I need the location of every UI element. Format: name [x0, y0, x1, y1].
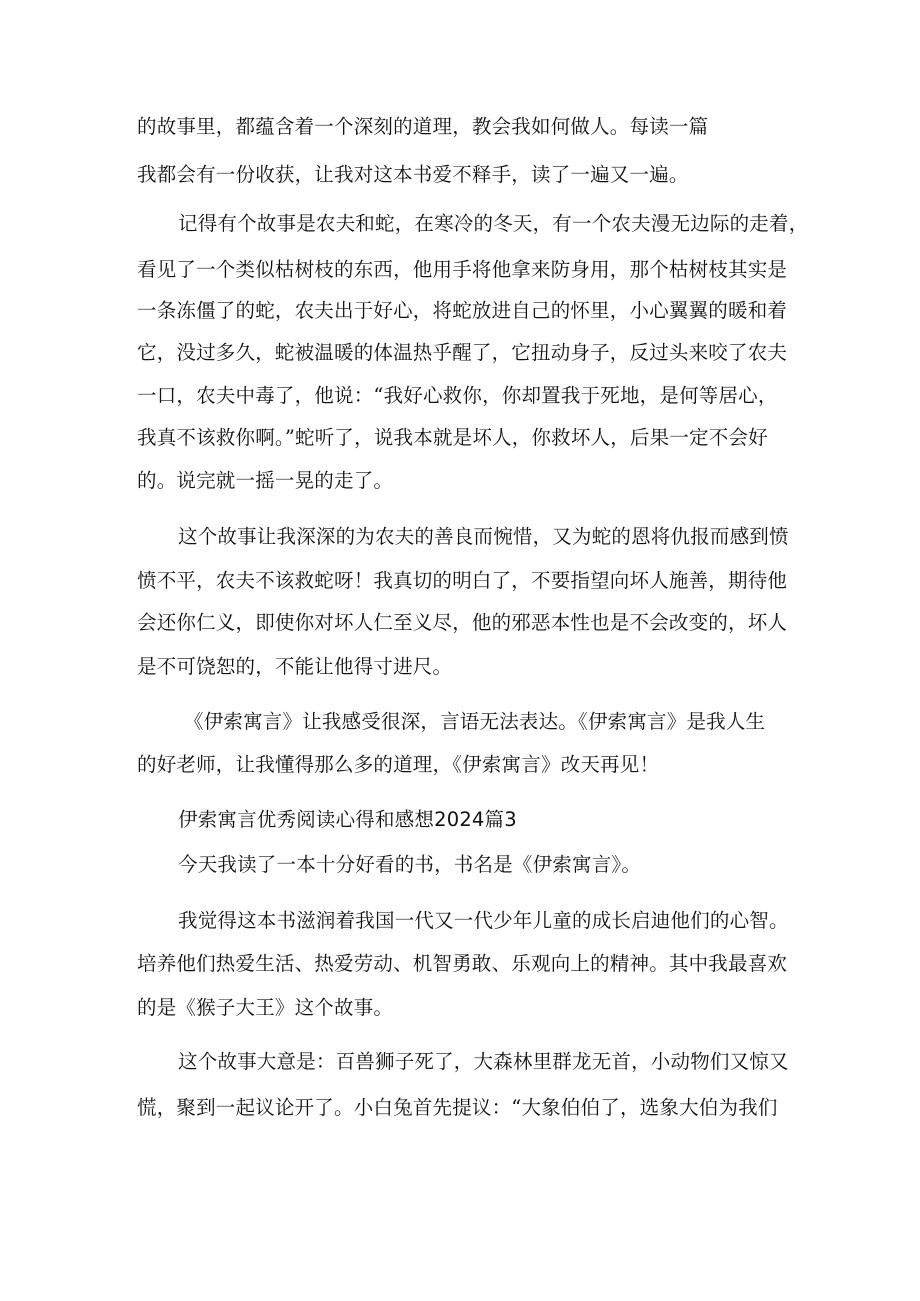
text-line: 的。说完就一摇一晃的走了。 — [137, 469, 394, 492]
text-line: 今天我读了一本十分好看的书，书名是《伊索寓言》。 — [178, 853, 642, 876]
text-line: 慌，聚到一起议论开了。小白兔首先提议：“大象伯伯了，选象大伯为我们 — [137, 1096, 778, 1119]
text-line: 培养他们热爱生活、热爱劳动、机智勇敢、乐观向上的精神。其中我最喜欢 — [137, 952, 788, 975]
text-line: 我都会有一份收获，让我对这本书爱不释手，读了一遍又一遍。 — [137, 163, 689, 186]
text-line: 《伊索寓言》让我感受很深，言语无法表达。《伊索寓言》是我人生 — [184, 710, 766, 733]
text-line: 的故事里，都蕴含着一个深刻的道理，教会我如何做人。每读一篇 — [137, 115, 709, 138]
text-line: 我觉得这本书滋润着我国一代又一代少年儿童的成长启迪他们的心智。 — [178, 909, 789, 932]
text-line: 的好老师，让我懂得那么多的道理，《伊索寓言》改天再见！ — [137, 753, 660, 776]
text-line: 这个故事大意是：百兽狮子死了，大森林里群龙无首，小动物们又惊又 — [178, 1050, 789, 1073]
text-line: 记得有个故事是农夫和蛇，在寒冷的冬天，有一个农夫漫无边际的走着， — [178, 212, 809, 235]
section-heading: 伊索寓言优秀阅读心得和感想2024篇3 — [178, 808, 517, 831]
text-line: 它，没过多久，蛇被温暖的体温热乎醒了，它扭动身子，反过头来咬了农夫 — [137, 341, 788, 364]
text-line: 一条冻僵了的蛇，农夫出于好心，将蛇放进自己的怀里，小心翼翼的暖和着 — [137, 299, 788, 322]
text-line: 我真不该救你啊。”蛇听了，说我本就是坏人，你救坏人，后果一定不会好 — [137, 426, 768, 449]
text-line: 这个故事让我深深的为农夫的善良而惋惜，又为蛇的恩将仇报而感到愤 — [178, 525, 789, 548]
text-line: 愤不平，农夫不该救蛇呀！我真切的明白了，不要指望向坏人施善，期待他 — [137, 569, 788, 592]
text-line: 是不可饶恕的，不能让他得寸进尺。 — [137, 655, 453, 678]
text-line: 会还你仁义，即使你对坏人仁至义尽，他的邪恶本性也是不会改变的，坏人 — [137, 611, 788, 634]
text-line: 的是《猴子大王》这个故事。 — [137, 996, 394, 1019]
text-line: 一口，农夫中毒了，他说：“我好心救你，你却置我于死地，是何等居心， — [137, 384, 778, 407]
text-line: 看见了一个类似枯树枝的东西，他用手将他拿来防身用，那个枯树枝其实是 — [137, 258, 788, 281]
